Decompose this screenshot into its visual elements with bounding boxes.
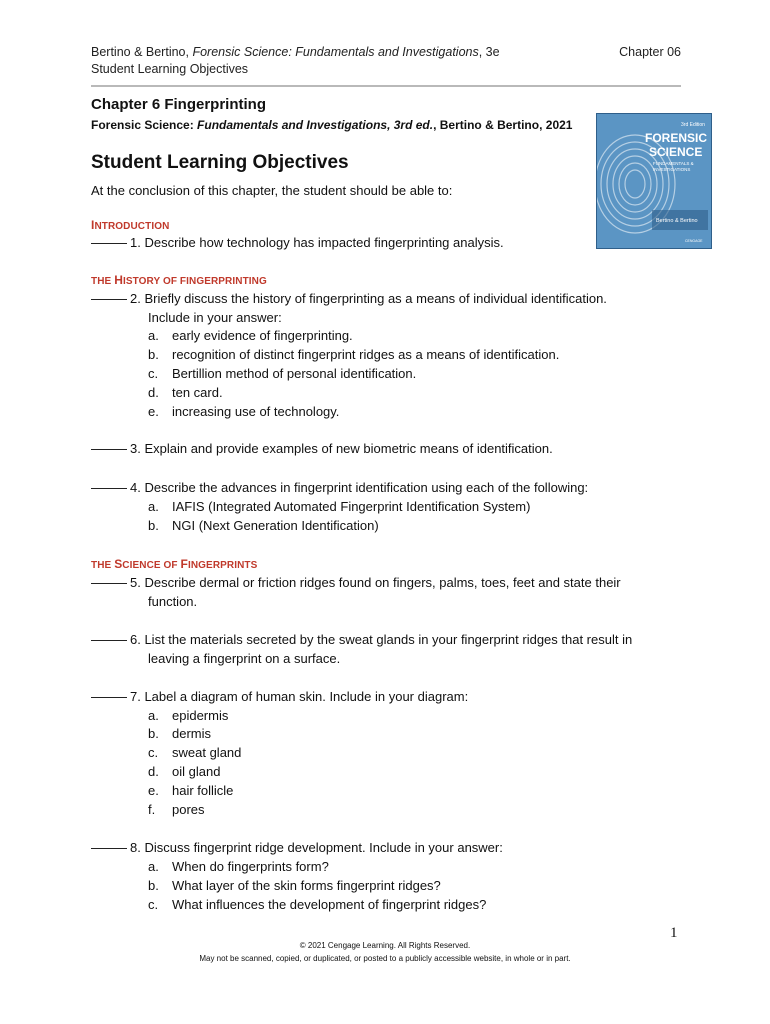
objective-2: 2. Briefly discuss the history of fingerprinting as a means of individual identification. (91, 290, 607, 308)
objective-1: 1. Describe how technology has impacted fingerprinting analysis. (91, 234, 504, 252)
cover-edition: 3rd Edition (681, 122, 705, 128)
objective-8-sub-c: c. What influences the development of fingerprint ridges? (148, 897, 487, 912)
objective-5-continued: function. (148, 594, 198, 609)
objective-7-sub-c: c. sweat gland (148, 745, 242, 760)
objective-7: 7. Label a diagram of human skin. Include in your diagram: (91, 688, 468, 706)
answer-blank (91, 696, 127, 698)
section-heading-science: THE SCIENCE OF FINGERPRINTS (91, 557, 258, 571)
book-cover-art (597, 114, 711, 248)
objective-6: 6. List the materials secreted by the sweat glands in your fingerprint ridges that result in (91, 631, 632, 649)
objective-7-sub-a: a. epidermis (148, 708, 229, 723)
answer-blank (91, 298, 127, 300)
answer-blank (91, 242, 127, 244)
objective-4-sub-b: b. NGI (Next Generation Identification) (148, 518, 379, 533)
cover-subtitle-2: INVESTIGATIONS (653, 167, 691, 172)
cover-publisher: CENGAGE (685, 239, 703, 243)
objective-4-sub-a: a. IAFIS (Integrated Automated Fingerprint Identification System) (148, 499, 531, 514)
objective-2-sub-b: b. recognition of distinct fingerprint ridges as a means of identification. (148, 347, 560, 362)
book-cover-image (596, 113, 712, 249)
header-subtitle: Student Learning Objectives (91, 62, 249, 76)
answer-blank (91, 487, 127, 489)
footer-notice: May not be scanned, copied, or duplicated, or posted to a publicly accessible website, in whole or in part. (199, 954, 571, 963)
chapter-title: Chapter 6 Fingerprinting (91, 96, 267, 113)
cover-authors: Bertino & Bertino (656, 218, 698, 224)
objectives-intro: At the conclusion of this chapter, the student should be able to: (91, 183, 453, 198)
header-divider (91, 85, 681, 87)
chapter-citation: Forensic Science: Fundamentals and Investigations, 3rd ed., Bertino & Bertino, 2021 (91, 118, 573, 132)
page-header (91, 44, 681, 78)
header-chapter: Chapter 06 (619, 45, 681, 59)
objective-7-sub-b: b. dermis (148, 726, 212, 741)
objective-5: 5. Describe dermal or friction ridges found on fingers, palms, toes, feet and state their (91, 574, 621, 592)
objective-7-sub-d: d. oil gland (148, 764, 221, 779)
objective-2-sub-e: e. increasing use of technology. (148, 404, 340, 419)
objective-8-sub-b: b. What layer of the skin forms fingerprint ridges? (148, 878, 441, 893)
objective-7-sub-e: e. hair follicle (148, 783, 234, 798)
cover-title-2: SCIENCE (649, 145, 703, 159)
answer-blank (91, 847, 127, 849)
objective-7-sub-f: f. pores (148, 802, 205, 817)
objective-8-sub-a: a. When do fingerprints form? (148, 859, 329, 874)
answer-blank (91, 448, 127, 450)
answer-blank (91, 582, 127, 584)
objective-8: 8. Discuss fingerprint ridge development. Include in your answer: (91, 839, 503, 857)
objective-2-sub-c: c. Bertillion method of personal identification. (148, 366, 417, 381)
cover-subtitle-1: FUNDAMENTALS & (653, 161, 694, 166)
answer-blank (91, 639, 127, 641)
page-number: 1 (670, 925, 678, 941)
objective-2-continued: Include in your answer: (148, 310, 282, 325)
section-heading-introduction: INTRODUCTION (91, 218, 170, 232)
section-heading-history: THE HISTORY OF FINGERPRINTING (91, 273, 267, 287)
objective-2-sub-d: d. ten card. (148, 385, 223, 400)
objective-4: 4. Describe the advances in fingerprint identification using each of the following: (91, 479, 588, 497)
cover-title-1: FORENSIC (645, 131, 708, 145)
objective-6-continued: leaving a fingerprint on a surface. (148, 651, 341, 666)
header-citation: Bertino & Bertino, Forensic Science: Fundamentals and Investigations, 3e (91, 45, 500, 59)
objective-2-sub-a: a. early evidence of fingerprinting. (148, 328, 353, 343)
objective-3: 3. Explain and provide examples of new biometric means of identification. (91, 440, 553, 458)
objectives-title: Student Learning Objectives (91, 152, 349, 173)
footer-copyright: © 2021 Cengage Learning. All Rights Reserved. (299, 941, 471, 950)
